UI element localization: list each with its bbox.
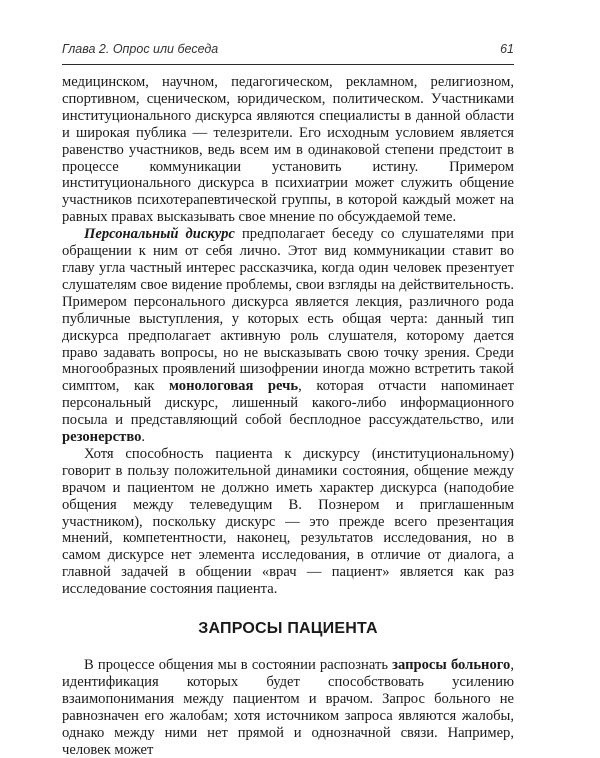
paragraph-4	[62, 657, 514, 758]
term-monologue-speech: монологовая речь	[169, 378, 299, 395]
running-header	[62, 38, 514, 65]
term-personal-discourse: Персональный дискурс	[84, 226, 235, 243]
section-heading: ЗАПРОСЫ ПАЦИЕНТА	[198, 620, 378, 638]
paragraph-4-text-b: , идентификация которых будет способствовать усилению взаимопонимания между пациентом и врачом. Запрос больного не равнозначен его жалобам; хотя источником запроса являются жалобы, однако между ними нет прямой и однозначной связи. Например, человек может	[62, 657, 514, 758]
page-number: 61	[500, 42, 514, 56]
term-patient-requests: запросы больного	[392, 657, 511, 673]
chapter-title: Глава 2. Опрос или беседа	[62, 42, 219, 56]
page-body	[62, 74, 514, 758]
term-resonerstvo: резонерство	[62, 429, 142, 446]
paragraph-2	[62, 226, 514, 446]
paragraph-1: медицинском, научном, педагогическом, рекламном, религиозном, спортивном, сценическом, юридическом, политическом. Участниками институционального дискурса являются специалисты в данной области и широкая публика — телезрители. Его исходным условием является равенство участников, ведь всем им в одинаковой степени предстоит в процессе коммуникации установить истину. Примером институционального дискурса в психиатрии может служить общение участников психотерапевтической группы, в которой каждый может на равных правах высказывать свое мнение по обсуждаемой теме.	[62, 74, 514, 226]
paragraph-3: Хотя способность пациента к дискурсу (институциональному) говорит в пользу положительной динамики состояния, общение между врачом и пациентом не должно иметь характер дискурса (наподобие общения между телеведущим В. Познером и приглашенным участником), поскольку дискурс — это прежде всего презентация мнений, компетентности, наконец, результатов исследования, но в самом дискурсе нет элемента исследования, в отличие от диалога, а главной задачей в общении «врач — пациент» является как раз исследование состояния пациента.	[62, 445, 514, 598]
paragraph-2-text-b: , которая отчасти напоминает персональный дискурс, лишенный какого-либо информационного посыла и представляющий собой бесплодное рассуждательство, или	[62, 378, 515, 429]
paragraph-4-text-a: В процессе общения мы в состоянии распознать	[84, 657, 393, 673]
paragraph-2-text-c: .	[141, 429, 146, 446]
paragraph-2-text-a: предполагает беседу со слушателями при обращении к ним от себя лично. Этот вид коммуникации ставит во главу угла частный интерес рассказчика, когда один человек презентует слушателям свое видение проблемы, свои взгляды на действительность. Примером персонального дискурса является лекция, различного рода публичные выступления, у которых есть общая черта: данный тип дискурса предполагает активную роль слушателя, которому дается право задавать вопросы, но не высказывать свою точку зрения. Среди многообразных проявлений шизофрении иногда можно встретить такой симптом, как	[62, 226, 514, 395]
